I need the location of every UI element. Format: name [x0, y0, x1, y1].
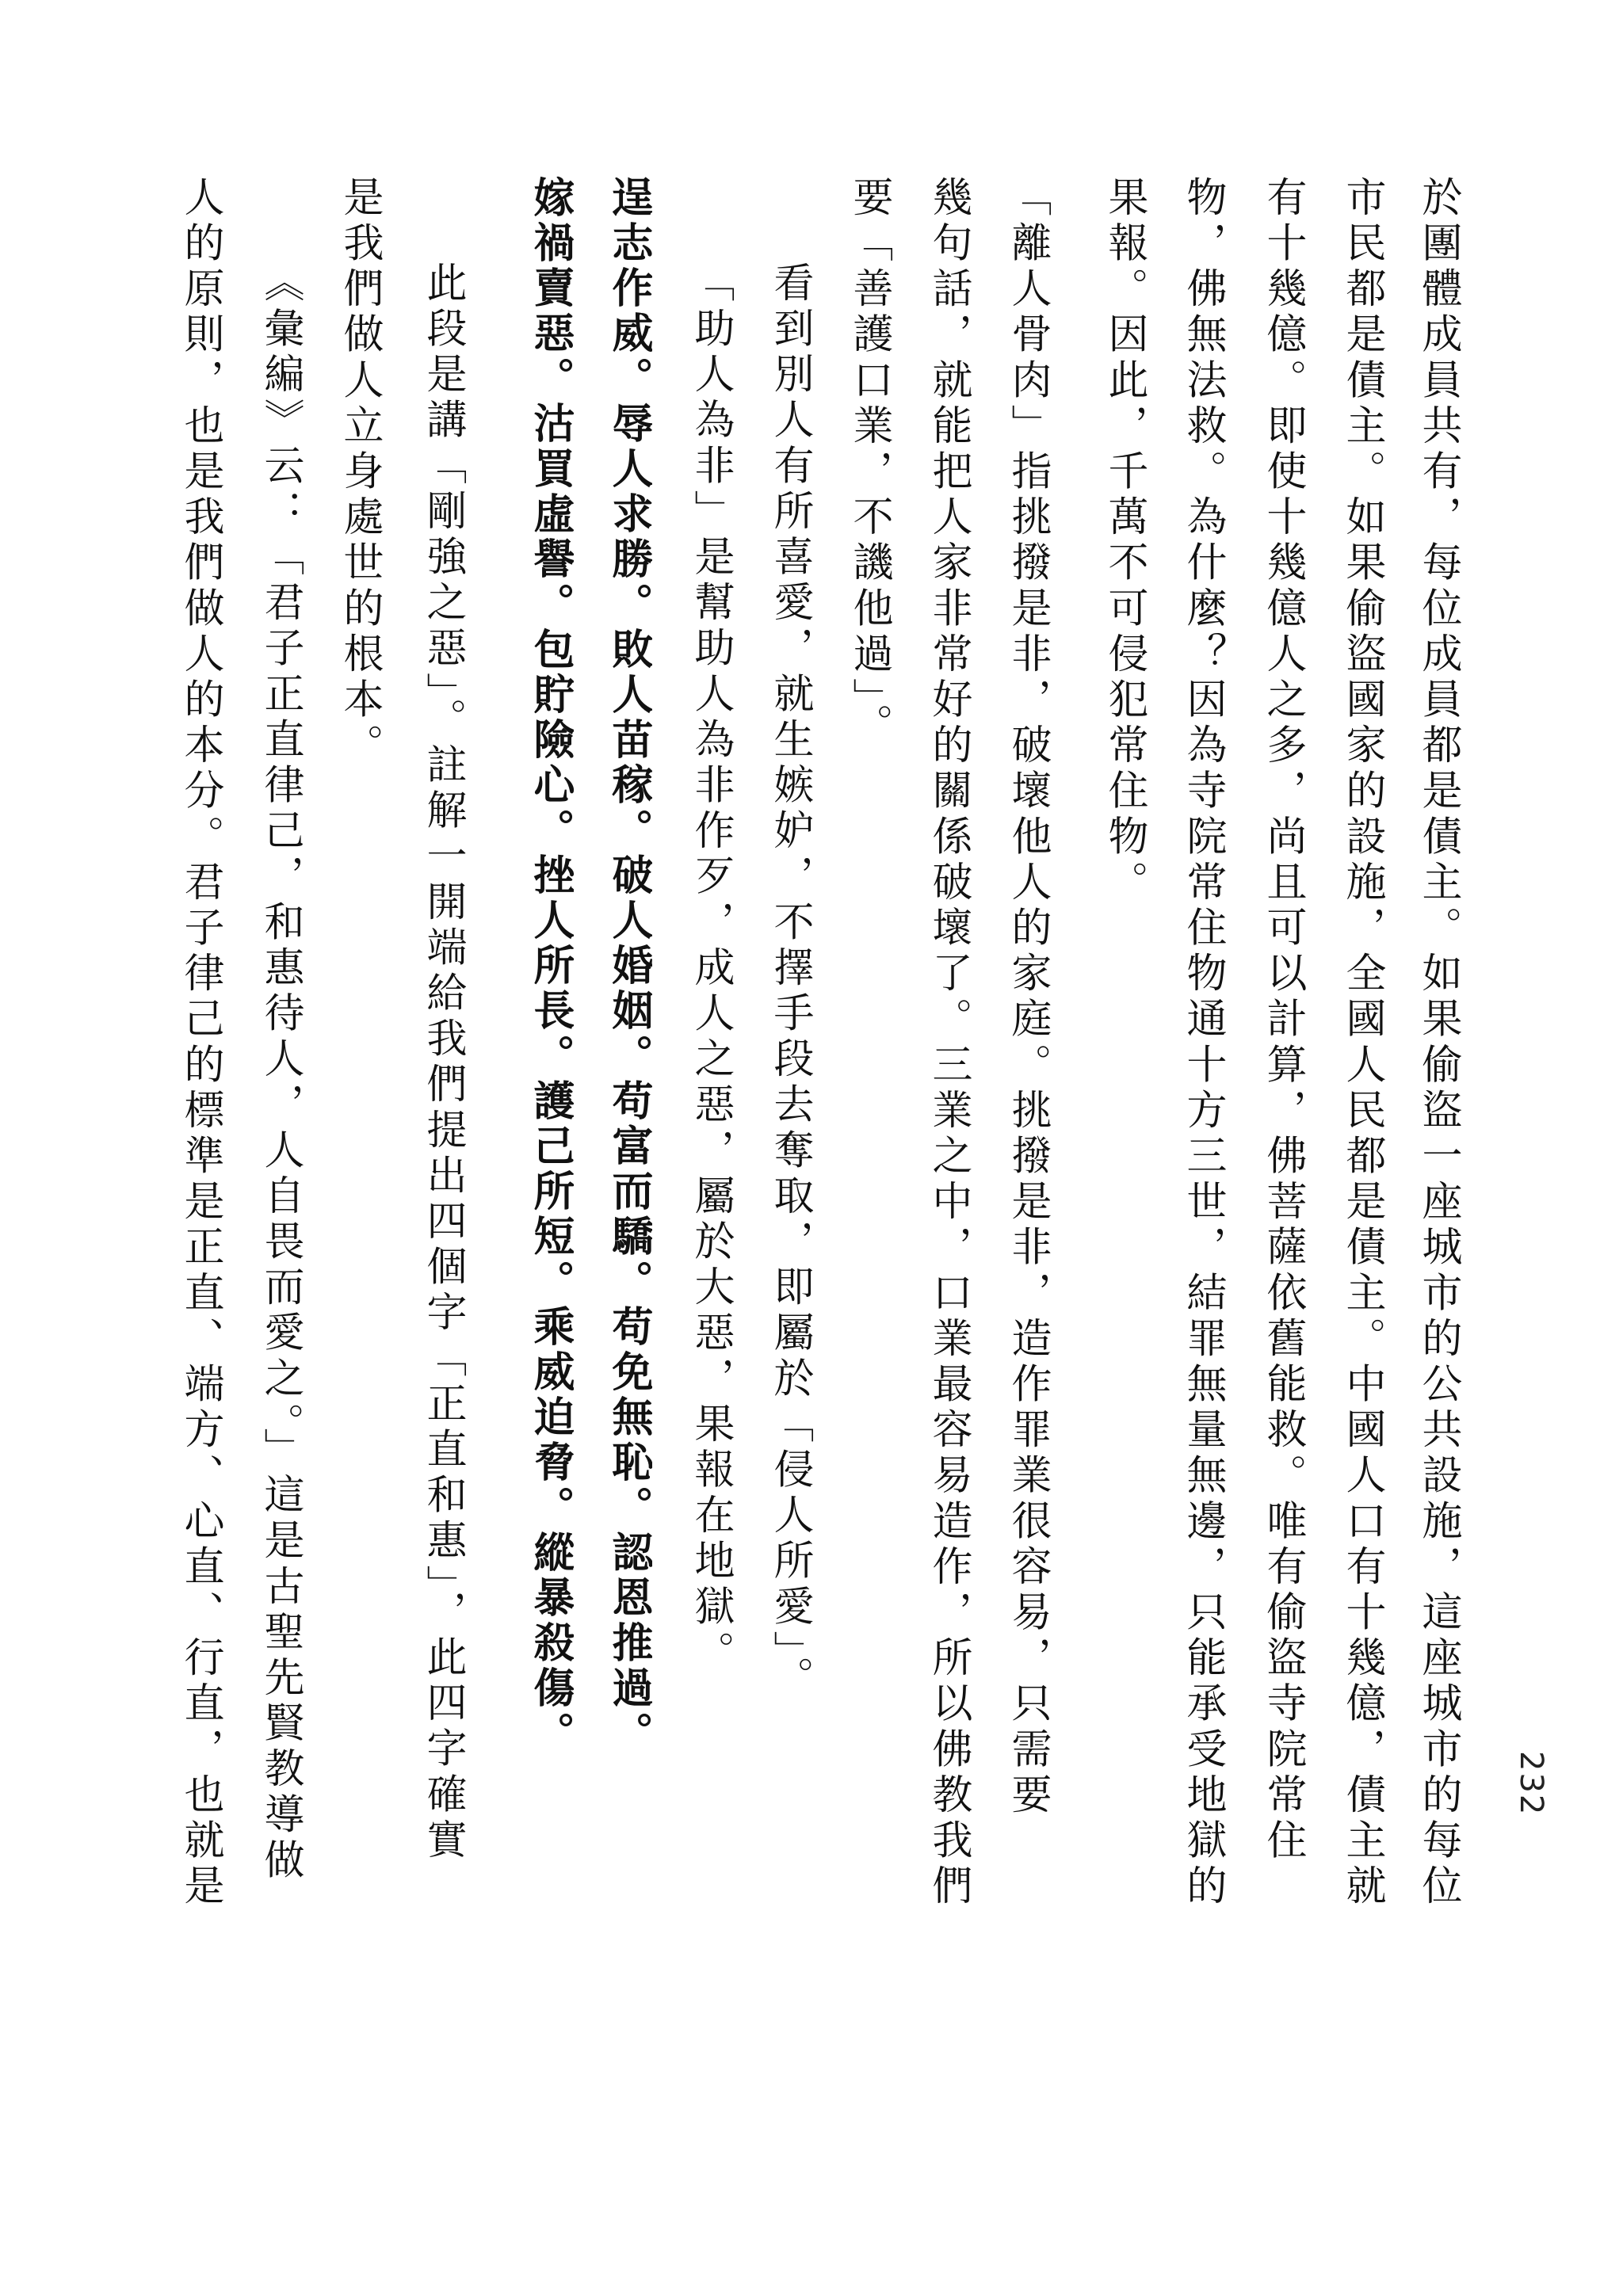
text-column: 物，佛無法救。為什麼？因為寺院常住物通十方三世，結罪無量無邊，只能承受地獄的 — [1179, 176, 1226, 1910]
text-column: 要「善護口業，不譏他過」。 — [846, 176, 892, 749]
text-column: 此段是講「剛強之惡」。註解一開端給我們提出四個字「正直和惠」，此四字確實 — [419, 261, 466, 1864]
text-column: 市民都是債主。如果偷盜國家的設施，全國人民都是債主。中國人口有十幾億，債主就 — [1338, 176, 1385, 1910]
text-column: 看到別人有所喜愛，就生嫉妒，不擇手段去奪取，即屬於「侵人所愛」。 — [766, 261, 813, 1702]
text-column: 有十幾億。即使十幾億人之多，尚且可以計算，佛菩薩依舊能救。唯有偷盜寺院常住 — [1259, 176, 1306, 1865]
text-column: 是我們做人立身處世的根本。 — [336, 176, 383, 769]
text-column: 於團體成員共有，每位成員都是債主。如果偷盜一座城市的公共設施，這座城市的每位 — [1415, 176, 1461, 1910]
text-column: 幾句話，就能把人家非常好的關係破壞了。三業之中，口業最容易造作，所以佛教我們 — [925, 176, 972, 1910]
page-number: 232 — [1513, 1751, 1549, 1817]
text-column: 「助人為非」是幫助人為非作歹，成人之惡，屬於大惡，果報在地獄。 — [687, 261, 734, 1676]
text-column: 《彙編》云：「君子正直律己，和惠待人，人自畏而愛之。」這是古聖先賢教導做 — [257, 261, 304, 1885]
bold-text-column: 逞志作威。辱人求勝。敗人苗稼。破人婚姻。苟富而驕。苟免無恥。認恩推過。 — [605, 176, 652, 1756]
text-column: 「離人骨肉」指挑撥是非，破壞他人的家庭。挑撥是非，造作罪業很容易，只需要 — [1004, 176, 1051, 1819]
text-column: 果報。因此，千萬不可侵犯常住物。 — [1101, 176, 1148, 906]
text-column: 人的原則，也是我們做人的本分。君子律己的標準是正直、端方、心直、行直，也就是 — [177, 176, 223, 1910]
bold-text-column: 嫁禍賣惡。沽買虛譽。包貯險心。挫人所長。護己所短。乘威迫脅。縱暴殺傷。 — [526, 176, 574, 1756]
